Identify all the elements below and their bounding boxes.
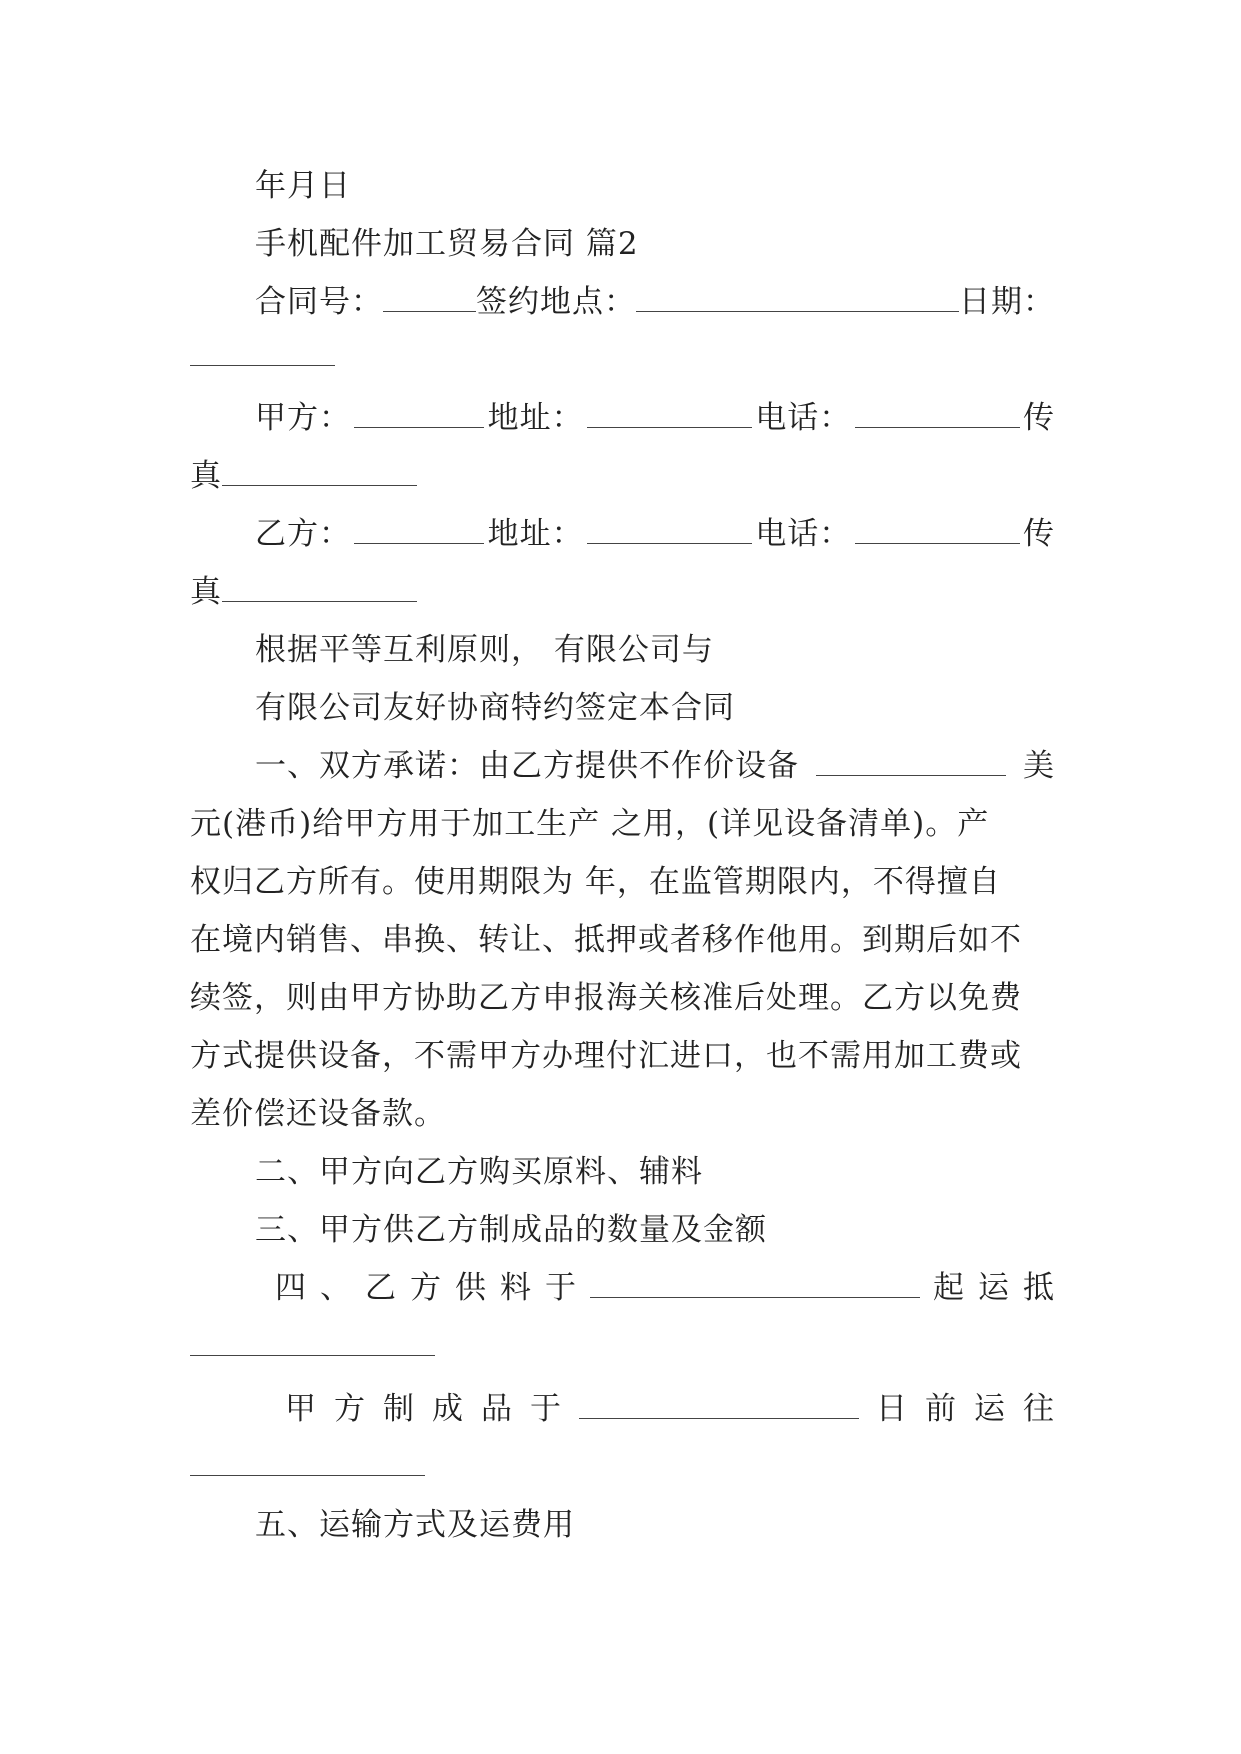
date-label: 日期： [959,284,1055,320]
party-a-address-blank [587,403,752,428]
clause1-line: 元(港币)给甲方用于加工生产 之用，(详见设备清单)。产 [190,806,990,842]
party-b-fax-blank [222,577,417,602]
intro-line-1: 根据平等互利原则， 有限公司与 [255,632,714,668]
shipping-origin-blank [590,1273,920,1298]
party-a-line [255,398,1055,438]
clause1-line: 续签，则由甲方协助乙方申报海关核准后处理。乙方以免费 [190,980,1022,1016]
clause4-line: 四 、 乙 方 供 料 于 起 运 抵 [275,1270,1055,1306]
party-b-phone-blank [855,519,1020,544]
party-a-fax-label: 传 [1022,400,1055,436]
clause3: 三、甲方供乙方制成品的数量及金额 [255,1212,767,1248]
clause1-line: 方式提供设备，不需甲方办理付汇进口，也不需用加工费或 [190,1038,1022,1074]
clause1-line: 差价偿还设备款。 [190,1096,446,1132]
party-b-line [255,514,1055,554]
clause1-start: 一、双方承诺：由乙方提供不作价设备 [255,748,799,784]
date-line: 年月日 [255,168,351,204]
party-b-name-blank [354,519,484,544]
clause2: 二、甲方向乙方购买原料、辅料 [255,1154,703,1190]
party-b-label: 乙方： [255,516,351,552]
clause1-line: 在境内销售、串换、转让、抵押或者移作他用。到期后如不 [190,922,1022,958]
party-a-address-label: 地址： [487,400,584,436]
party-a-fax-line: 真 [190,456,1055,496]
destination-blank [190,1355,435,1356]
contract-header-line [255,282,1055,322]
party-b-fax-line: 真 [190,572,1055,612]
contract-no-blank [383,287,476,312]
equipment-value-blank [816,751,1006,776]
party-a-name-blank [354,403,484,428]
party-b-phone-label: 电话： [755,516,852,552]
clause1-usd: 美 [1023,748,1055,784]
document-title: 手机配件加工贸易合同 篇2 [255,226,639,262]
party-b-address-label: 地址： [487,516,584,552]
clause5: 五、运输方式及运费用 [255,1507,575,1543]
finished-product-line: 甲 方 制 成 品 于 日 前 运 往 [285,1391,1055,1427]
intro-line-2: 有限公司友好协商特约签定本合同 [255,690,735,726]
party-a-label: 甲方： [255,400,351,436]
party-a-phone-blank [855,403,1020,428]
date-blank [190,365,335,366]
party-a-fax-blank [222,461,417,486]
party-b-address-blank [587,519,752,544]
party-a-phone-label: 电话： [755,400,852,436]
sign-place-blank [636,287,959,312]
sign-place-label: 签约地点： [475,284,636,320]
contract-no-label: 合同号： [255,284,383,320]
delivery-date-blank [579,1394,859,1419]
clause1-first-line [255,746,1055,786]
delivery-destination-blank [190,1475,425,1476]
party-b-fax-label: 传 [1022,516,1055,552]
clause1-line: 权归乙方所有。使用期限为 年，在监管期限内，不得擅自 [190,864,1001,900]
